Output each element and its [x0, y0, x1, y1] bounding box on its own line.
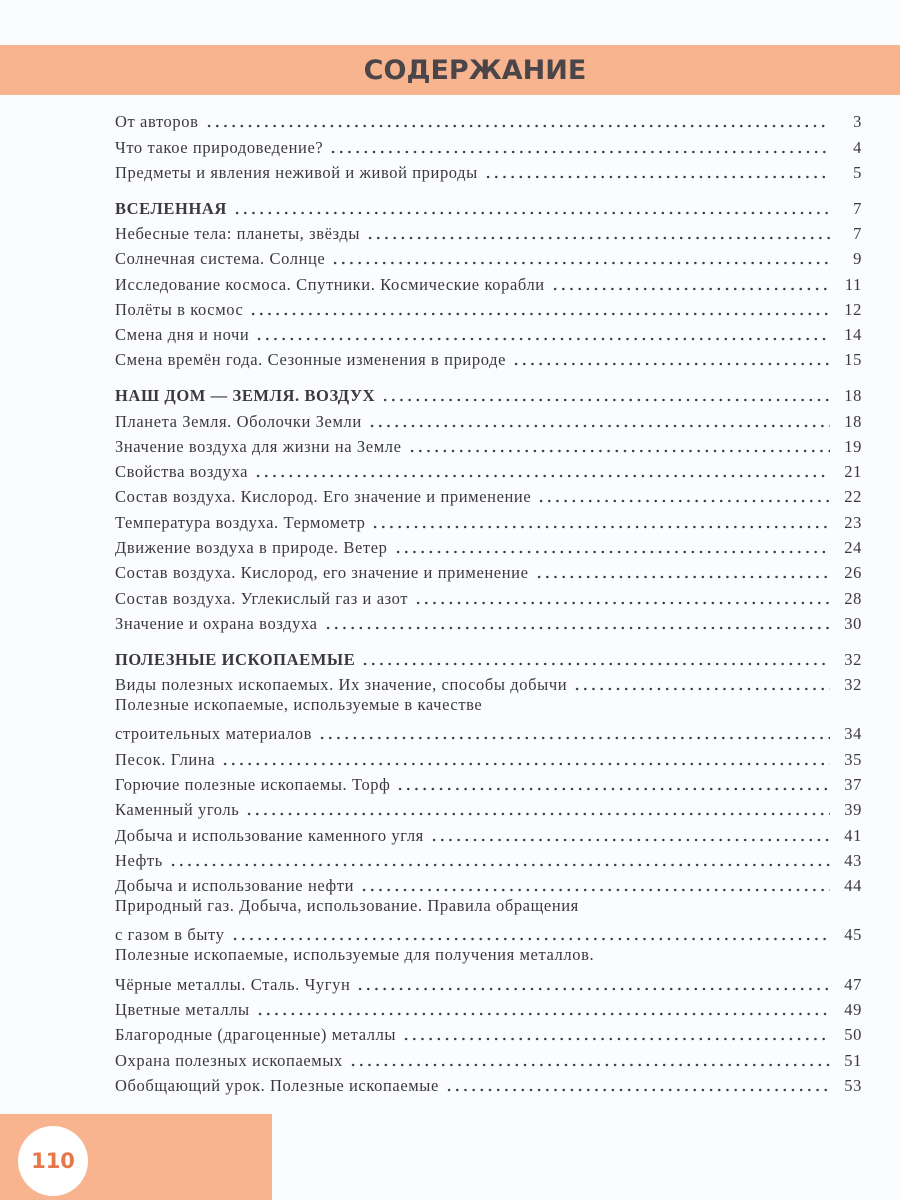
- toc-page-number: 3: [853, 112, 862, 132]
- toc-entry-title-cont: Чёрные металлы. Сталь. Чугун: [115, 974, 351, 994]
- toc-entry: [115, 1020, 862, 1045]
- toc-entry-title: Охрана полезных ископаемых: [115, 1050, 343, 1070]
- toc-page-number: 39: [844, 800, 862, 820]
- toc-entry-title: Виды полезных ископаемых. Их значение, способы добычи: [115, 675, 568, 695]
- toc-page-number: 53: [844, 1075, 862, 1095]
- toc-page-number: 43: [844, 850, 862, 870]
- toc-entry: [115, 871, 862, 896]
- toc-entry: [115, 320, 862, 345]
- dot-leader: [255, 337, 830, 341]
- toc-page-number: 22: [844, 487, 862, 507]
- toc-entry: [115, 269, 862, 294]
- dot-leader: [349, 1063, 830, 1067]
- toc-page-number: 44: [844, 876, 862, 896]
- toc-entry: [115, 132, 862, 157]
- toc-page-number: 47: [844, 974, 862, 994]
- toc-entry-title-cont: с газом в быту: [115, 925, 225, 945]
- toc-entry-title: Природный газ. Добыча, использование. Правила обращения: [115, 896, 579, 916]
- toc-entry: [115, 219, 862, 244]
- toc-entry-title: Добыча и использование нефти: [115, 876, 355, 896]
- toc-page-number: 45: [844, 925, 862, 945]
- toc-entry: [115, 507, 862, 532]
- toc-entry-title: Полезные ископаемые, используемые для получения металлов.: [115, 945, 595, 965]
- toc-entry: [115, 896, 862, 945]
- toc-entry-title: Смена дня и ночи: [115, 325, 250, 345]
- dot-leader: [366, 236, 830, 240]
- dot-leader: [360, 888, 830, 892]
- toc-entry-title: Что такое природоведение?: [115, 137, 324, 157]
- toc-entry-title: Цветные металлы: [115, 1000, 250, 1019]
- dot-leader: [329, 150, 830, 154]
- toc-page-number: 9: [853, 249, 862, 269]
- dot-leader: [445, 1088, 830, 1092]
- toc-page-number: 37: [844, 774, 862, 794]
- dot-leader: [381, 398, 830, 402]
- toc-page-number: 14: [844, 325, 862, 345]
- dot-leader: [254, 474, 830, 478]
- toc-entry: [115, 533, 862, 558]
- toc-page-number: 32: [844, 675, 862, 695]
- dot-leader: [169, 863, 830, 867]
- toc-entry: [115, 158, 862, 183]
- dot-leader: [318, 736, 830, 740]
- toc-entry: [115, 482, 862, 507]
- dot-leader: [573, 687, 830, 691]
- toc-entry-title: Значение и охрана воздуха: [115, 613, 318, 633]
- toc-entry: [115, 1045, 862, 1070]
- toc-section-heading: [115, 193, 862, 218]
- dot-leader: [414, 601, 830, 605]
- toc-entry: [115, 820, 862, 845]
- toc-entry: [115, 744, 862, 769]
- toc-entry: [115, 770, 862, 795]
- toc-entry: [115, 457, 862, 482]
- toc-entry: [115, 795, 862, 820]
- toc-page-number: 26: [844, 563, 862, 583]
- toc-section-heading: [115, 381, 862, 406]
- toc-entry: [115, 558, 862, 583]
- toc-entry: [115, 1071, 862, 1096]
- dot-leader: [245, 812, 830, 816]
- toc-entry: [115, 432, 862, 457]
- dot-leader: [368, 424, 830, 428]
- toc-entry: [115, 609, 862, 634]
- toc-entry: [115, 406, 862, 431]
- toc-page-number: 12: [844, 299, 862, 319]
- toc-entry-title: Каменный уголь: [115, 800, 240, 820]
- toc-page-number: 30: [844, 613, 862, 633]
- toc-page-number: 18: [844, 386, 862, 406]
- table-of-contents: [115, 107, 862, 1096]
- toc-page-number: 51: [844, 1050, 862, 1070]
- toc-page-number: 11: [844, 274, 862, 294]
- toc-entry: [115, 107, 862, 132]
- toc-entry-title: НАШ ДОМ — ЗЕМЛЯ. ВОЗДУХ: [115, 386, 376, 406]
- toc-entry: [115, 583, 862, 608]
- toc-entry-title: Добыча и использование каменного угля: [115, 825, 424, 845]
- toc-entry-title: Состав воздуха. Углекислый газ и азот: [115, 588, 409, 608]
- dot-leader: [402, 1037, 830, 1041]
- dot-leader: [231, 937, 830, 941]
- toc-entry-title: Свойства воздуха: [115, 462, 249, 482]
- toc-entry: [115, 945, 862, 994]
- toc-entry-title: ВСЕЛЕННАЯ: [115, 198, 227, 218]
- toc-entry: [115, 846, 862, 871]
- toc-entry-title: Нефть: [115, 850, 163, 870]
- toc-entry-title: Горючие полезные ископаемы. Торф: [115, 774, 391, 794]
- toc-page-number: 32: [844, 649, 862, 669]
- dot-leader: [233, 211, 830, 215]
- toc-entry-title: Полезные ископаемые, используемые в качестве: [115, 695, 483, 715]
- toc-entry-title: Исследование космоса. Спутники. Космические корабли: [115, 274, 545, 294]
- toc-entry-title: Предметы и явления неживой и живой природы: [115, 162, 478, 182]
- toc-entry: [115, 670, 862, 695]
- toc-page-number: 21: [844, 462, 862, 482]
- dot-leader: [408, 449, 830, 453]
- dot-leader: [396, 787, 830, 791]
- dot-leader: [484, 175, 830, 179]
- toc-page-number: 41: [844, 825, 862, 845]
- toc-page-number: 18: [844, 411, 862, 431]
- toc-page-number: 7: [853, 198, 862, 218]
- toc-entry-title: Песок. Глина: [115, 749, 216, 769]
- page-title: СОДЕРЖАНИЕ: [363, 55, 587, 86]
- dot-leader: [537, 499, 830, 503]
- toc-entry-title: Планета Земля. Оболочки Земли: [115, 411, 362, 431]
- toc-entry: [115, 995, 862, 1020]
- toc-page-number: 35: [844, 749, 862, 769]
- dot-leader: [256, 1012, 830, 1016]
- dot-leader: [205, 124, 831, 128]
- toc-page-number: 23: [844, 512, 862, 532]
- toc-entry-title: Движение воздуха в природе. Ветер: [115, 538, 388, 558]
- toc-entry: [115, 295, 862, 320]
- dot-leader: [331, 261, 830, 265]
- toc-page-number: 19: [844, 436, 862, 456]
- toc-entry-title-cont: строительных материалов: [115, 724, 313, 744]
- toc-page-number: 24: [844, 538, 862, 558]
- dot-leader: [371, 525, 830, 529]
- dot-leader: [430, 838, 830, 842]
- dot-leader: [512, 362, 830, 366]
- toc-entry-title: Полёты в космос: [115, 299, 244, 319]
- dot-leader: [551, 287, 830, 291]
- toc-entry-title: Небесные тела: планеты, звёзды: [115, 223, 361, 243]
- toc-page-number: 4: [853, 137, 862, 157]
- toc-page-number: 5: [853, 162, 862, 182]
- toc-page-number: 49: [844, 1000, 862, 1019]
- toc-entry-title: ПОЛЕЗНЫЕ ИСКОПАЕМЫЕ: [115, 649, 356, 669]
- page-number: 110: [18, 1126, 88, 1196]
- dot-leader: [394, 550, 831, 554]
- toc-section-heading: [115, 644, 862, 669]
- toc-entry-title: Обобщающий урок. Полезные ископаемые: [115, 1075, 439, 1095]
- toc-entry-title: Состав воздуха. Кислород. Его значение и применение: [115, 487, 532, 507]
- toc-entry-title: От авторов: [115, 112, 199, 132]
- toc-page-number: 7: [853, 223, 862, 243]
- toc-entry-title: Значение воздуха для жизни на Земле: [115, 436, 402, 456]
- dot-leader: [221, 762, 830, 766]
- toc-entry-title: Состав воздуха. Кислород, его значение и применение: [115, 563, 529, 583]
- dot-leader: [324, 626, 830, 630]
- toc-entry: [115, 695, 862, 744]
- dot-leader: [249, 312, 830, 316]
- toc-entry-title: Благородные (драгоценные) металлы: [115, 1025, 397, 1045]
- toc-page-number: 50: [844, 1025, 862, 1045]
- toc-page-number: 28: [844, 588, 862, 608]
- toc-entry-title: Солнечная система. Солнце: [115, 249, 326, 269]
- toc-entry: [115, 345, 862, 370]
- toc-page-number: 34: [844, 724, 862, 744]
- toc-entry: [115, 244, 862, 269]
- toc-entry-title: Температура воздуха. Термометр: [115, 512, 366, 532]
- toc-page-number: 15: [844, 350, 862, 370]
- dot-leader: [361, 662, 830, 666]
- dot-leader: [356, 987, 830, 991]
- toc-entry-title: Смена времён года. Сезонные изменения в природе: [115, 350, 507, 370]
- dot-leader: [535, 575, 830, 579]
